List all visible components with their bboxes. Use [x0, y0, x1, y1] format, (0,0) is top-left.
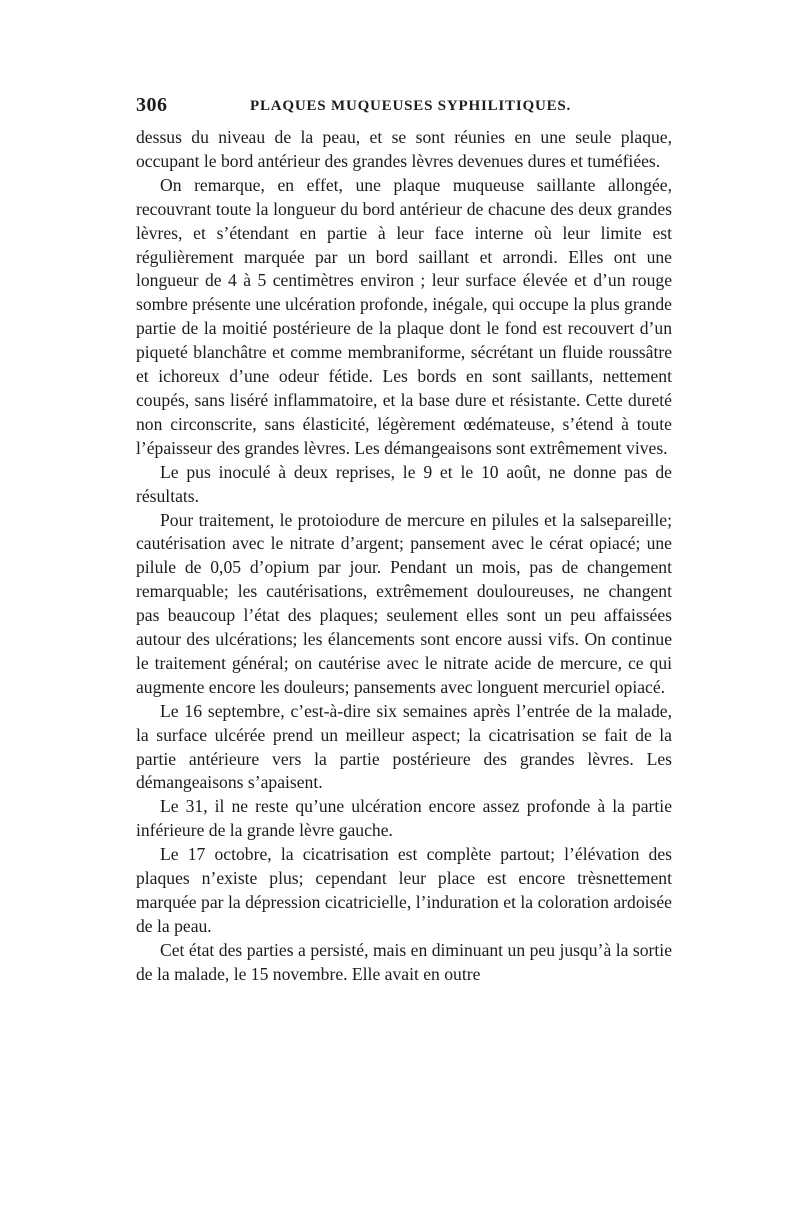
body-text — [136, 126, 672, 987]
paragraph-november: Cet état des parties a persisté, mais en diminuant un peu jusqu’à la sortie de la malade, le 15 novembre. Elle avait en outre — [136, 939, 672, 984]
page-number: 306 — [136, 94, 168, 116]
paragraph-inoculation: Le pus inoculé à deux reprises, le 9 et le 10 août, ne donne pas de résultats. — [136, 461, 672, 506]
paragraph-september: Le 16 septembre, c’est-à-dire six semaines après l’entrée de la malade, la surface ulcérée prend un meilleur aspect; la cicatrisation se fait de la partie antérieure vers la partie postérieure des grandes lèvres. Les démangeaisons s’apaisent. — [136, 700, 672, 793]
paragraph-continued: dessus du niveau de la peau, et se sont réunies en une seule plaque, occupant le bord antérieur des grandes lèvres devenues dures et tuméfiées. — [136, 127, 672, 171]
book-page — [136, 94, 672, 987]
running-title: PLAQUES MUQUEUSES SYPHILITIQUES. — [250, 98, 572, 114]
running-header — [136, 94, 672, 124]
paragraph-october: Le 17 octobre, la cicatrisation est complète partout; l’élévation des plaques n’existe plus; cependant leur place est encore trèsnettement marquée par la dépression cicatricielle, l’induration et la coloration ardoisée de la peau. — [136, 844, 672, 936]
paragraph-description: On remarque, en effet, une plaque muqueuse saillante allongée, recouvrant toute la longueur du bord antérieur de chacune des deux grandes lèvres, et s’étendant en partie à leur face interne où leur limite est régulièrement marquée par un bord saillant et arrondi. Elles ont une longueur de 4 à 5 centimètres environ ; leur surface élevée et d’un rouge sombre présente une ulcération profonde, inégale, qui occupe la plus grande partie de la moitié postérieure de la plaque dont le fond est recouvert d’un piqueté blanchâtre et comme membraniforme, sécrétant un fluide roussâtre et ichoreux d’une odeur fétide. Les bords en sont saillants, nettement coupés, sans liséré inflammatoire, et la base dure et résistante. Cette dureté non circonscrite, sans élasticité, légèrement œdémateuse, s’étend à toute l’épaisseur des grandes lèvres. Les démangeaisons sont extrêmement vives. — [136, 174, 672, 458]
paragraph-treatment: Pour traitement, le protoiodure de mercure en pilules et la salsepareille; cautérisation avec le nitrate d’argent; pansement avec le cérat opiacé; une pilule de 0,05 d’opium par jour. Pendant un mois, pas de changement remarquable; les cautérisations, extrêmement douloureuses, ne changent pas beaucoup l’état des plaques; seulement elles sont un peu affaissées autour des ulcérations; les élancements sont encore aussi vifs. On continue le traitement général; on cautérise avec le nitrate acide de mercure, ce qui augmente encore les douleurs; pansements avec longuent mercuriel opiacé. — [136, 509, 672, 697]
paragraph-31: Le 31, il ne reste qu’une ulcération encore assez profonde à la partie inférieure de la grande lèvre gauche. — [136, 796, 672, 841]
